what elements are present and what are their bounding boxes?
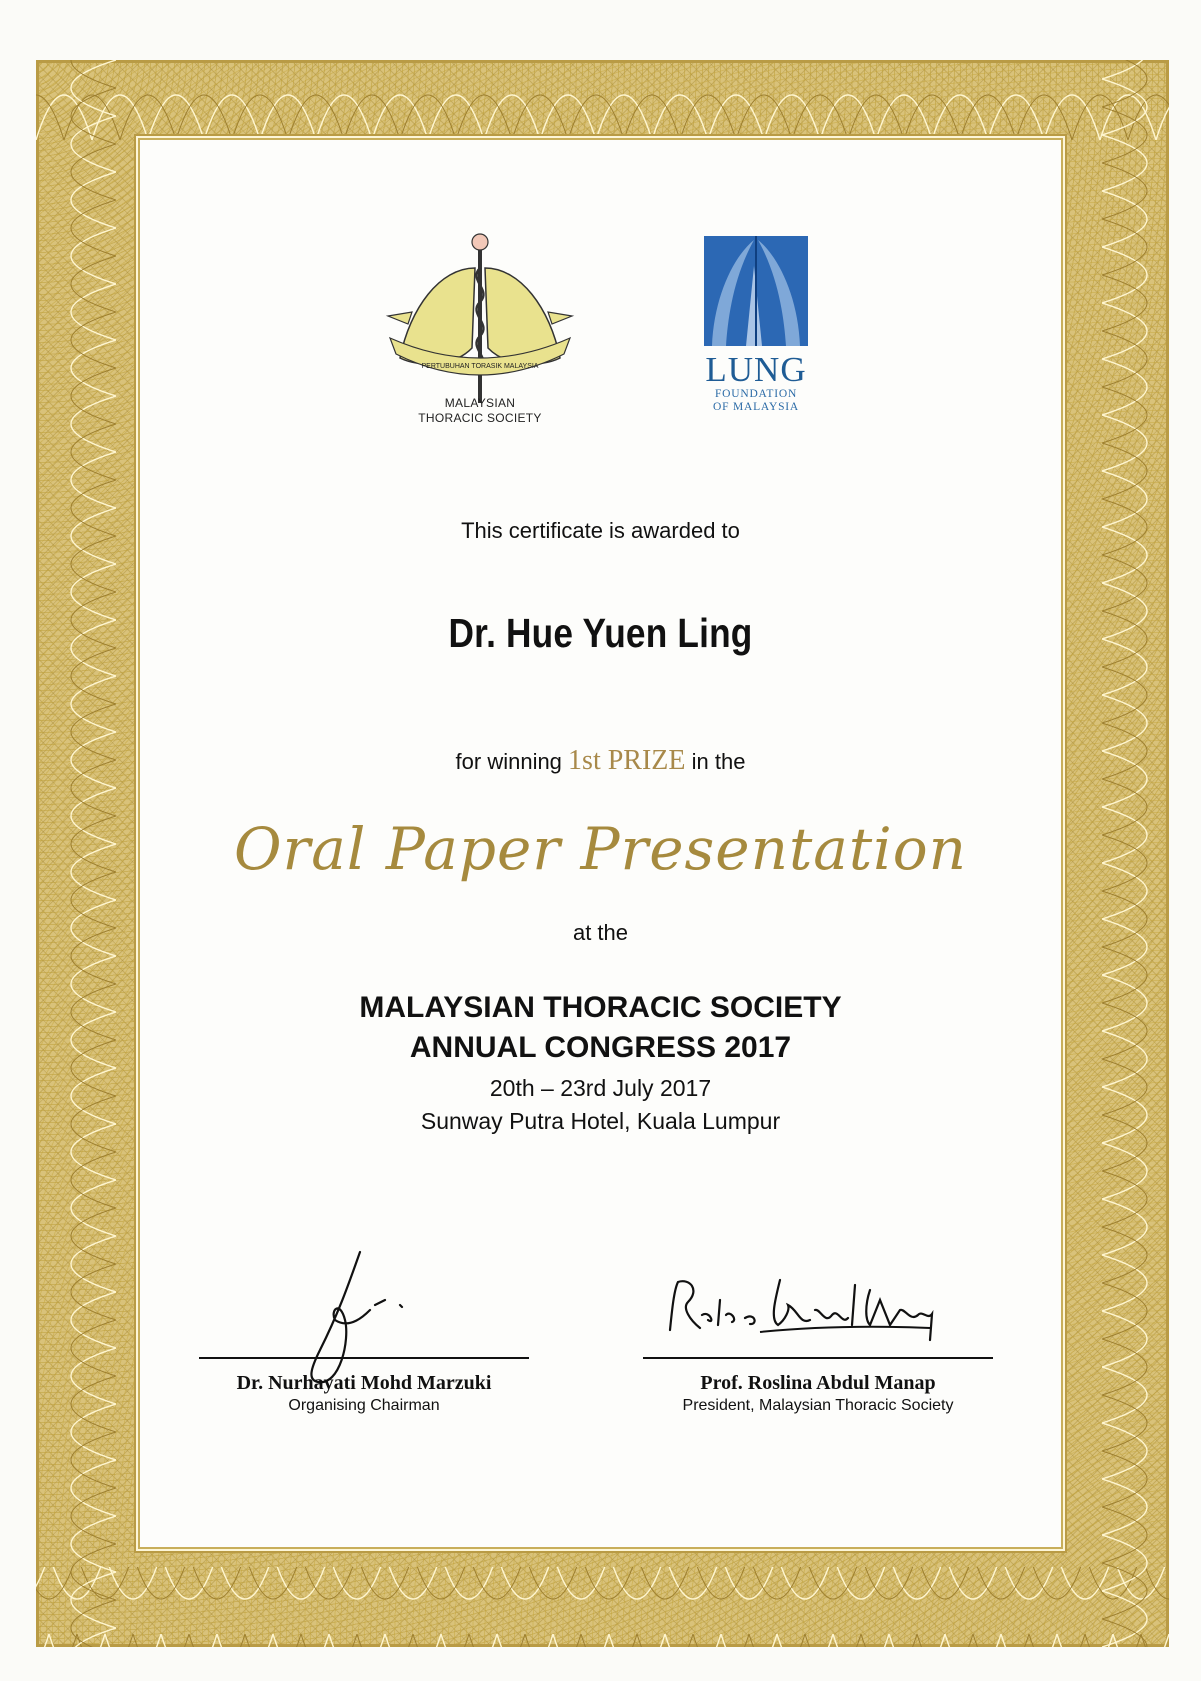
congress-dates: 20th – 23rd July 2017	[489, 1075, 712, 1101]
congress-line1: MALAYSIAN THORACIC SOCIETY	[359, 991, 842, 1024]
at-the-text: at the	[572, 920, 629, 945]
event-title: Oral Paper Presentation	[234, 815, 967, 883]
left-signature	[290, 1250, 430, 1390]
lung-subtitle	[698, 388, 814, 414]
lung-sub-line1: FOUNDATION	[714, 388, 798, 400]
lung-sub-line2: OF MALAYSIA	[712, 401, 799, 413]
prize-suffix: in the	[691, 749, 746, 774]
mts-caption	[380, 396, 580, 426]
left-signatory-name: Dr. Nurhayati Mohd Marzuki	[236, 1372, 492, 1394]
right-signatory-role: President, Malaysian Thoracic Society	[682, 1397, 954, 1414]
recipient-name: Dr. Hue Yuen Ling	[448, 610, 753, 656]
congress-venue: Sunway Putra Hotel, Kuala Lumpur	[420, 1108, 781, 1134]
left-signature-line	[199, 1357, 529, 1359]
prize-prefix: for winning	[455, 749, 562, 774]
congress-title	[140, 988, 1061, 1068]
mts-ribbon-text: PERTUBUHAN TORASIK MALAYSIA	[421, 363, 539, 370]
awarded-to-text: This certificate is awarded to	[461, 518, 740, 543]
prize-title: 1st PRIZE	[568, 745, 686, 776]
lung-wordmark: LUNG	[705, 350, 807, 389]
right-signature	[660, 1270, 990, 1350]
congress-details	[140, 1072, 1061, 1138]
left-signatory-role: Organising Chairman	[288, 1397, 440, 1414]
right-signature-line	[643, 1357, 993, 1359]
right-signatory-name: Prof. Roslina Abdul Manap	[700, 1372, 936, 1394]
prize-line	[140, 745, 1061, 777]
mts-caption-line1: MALAYSIAN	[444, 396, 516, 410]
congress-line2: ANNUAL CONGRESS 2017	[409, 1031, 792, 1064]
mts-caption-line2: THORACIC SOCIETY	[418, 411, 542, 425]
